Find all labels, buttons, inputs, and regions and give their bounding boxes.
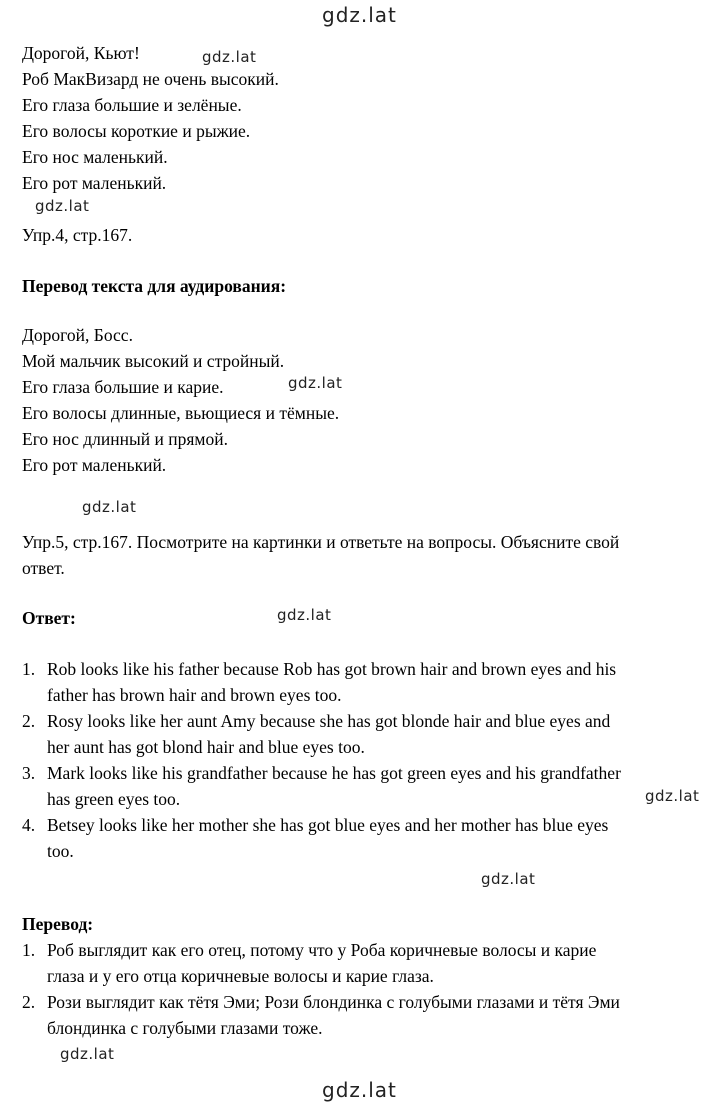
letter-line: Дорогой, Кьют! (22, 43, 140, 63)
watermark: gdz.lat (60, 1045, 115, 1063)
exercise-4-reference: Упр.4, стр.167. (22, 225, 133, 245)
listening-heading: Перевод текста для аудирования: (22, 276, 287, 296)
list-item-number: 4. (22, 815, 36, 835)
list-item: her aunt has got blond hair and blue eyes too. (47, 737, 365, 757)
letter-line: Его рот маленький. (22, 173, 167, 193)
list-item: Rosy looks like her aunt Amy because she has got blonde hair and blue eyes and (47, 711, 611, 731)
list-item-number: 3. (22, 763, 36, 783)
translation-heading: Перевод: (22, 914, 94, 934)
letter-line: Роб МакВизард не очень высокий. (22, 69, 279, 89)
letter-line: Мой мальчик высокий и стройный. (22, 351, 285, 371)
list-item-number: 1. (22, 659, 36, 679)
watermark: gdz.lat (35, 197, 90, 215)
watermark: gdz.lat (202, 48, 257, 66)
answer-heading: Ответ: (22, 608, 76, 628)
watermark: gdz.lat (481, 870, 536, 888)
exercise-5-task: Упр.5, стр.167. Посмотрите на картинки и ответьте на вопросы. Объясните свой (22, 532, 620, 552)
watermark-bottom: gdz.lat (322, 1078, 397, 1102)
letter-line: Его нос длинный и прямой. (22, 429, 228, 449)
exercise-5-task: ответ. (22, 558, 65, 578)
watermark: gdz.lat (82, 498, 137, 516)
watermark: gdz.lat (288, 374, 343, 392)
list-item-number: 1. (22, 940, 36, 960)
list-item-number: 2. (22, 992, 36, 1012)
letter-line: Его нос маленький. (22, 147, 168, 167)
list-item-number: 2. (22, 711, 36, 731)
watermark: gdz.lat (645, 787, 700, 805)
watermark: gdz.lat (277, 606, 332, 624)
list-item: глаза и у его отца коричневые волосы и карие глаза. (47, 966, 434, 986)
watermark-top: gdz.lat (322, 3, 397, 27)
list-item: блондинка с голубыми глазами тоже. (47, 1018, 323, 1038)
letter-line: Его глаза большие и зелёные. (22, 95, 242, 115)
letter-line: Его волосы короткие и рыжие. (22, 121, 251, 141)
list-item: Роб выглядит как его отец, потому что у Роба коричневые волосы и карие (47, 940, 597, 960)
list-item: Rob looks like his father because Rob has got brown hair and brown eyes and his (47, 659, 617, 679)
letter-line: Его глаза большие и карие. (22, 377, 224, 397)
list-item: father has brown hair and brown eyes too. (47, 685, 342, 705)
list-item: Mark looks like his grandfather because he has got green eyes and his grandfather (47, 763, 621, 783)
list-item: has green eyes too. (47, 789, 181, 809)
letter-line: Его рот маленький. (22, 455, 167, 475)
list-item: Betsey looks like her mother she has got blue eyes and her mother has blue eyes (47, 815, 609, 835)
letter-line: Его волосы длинные, вьющиеся и тёмные. (22, 403, 340, 423)
letter-line: Дорогой, Босс. (22, 325, 133, 345)
list-item: too. (47, 841, 74, 861)
list-item: Рози выглядит как тётя Эми; Рози блондинка с голубыми глазами и тётя Эми (47, 992, 620, 1012)
